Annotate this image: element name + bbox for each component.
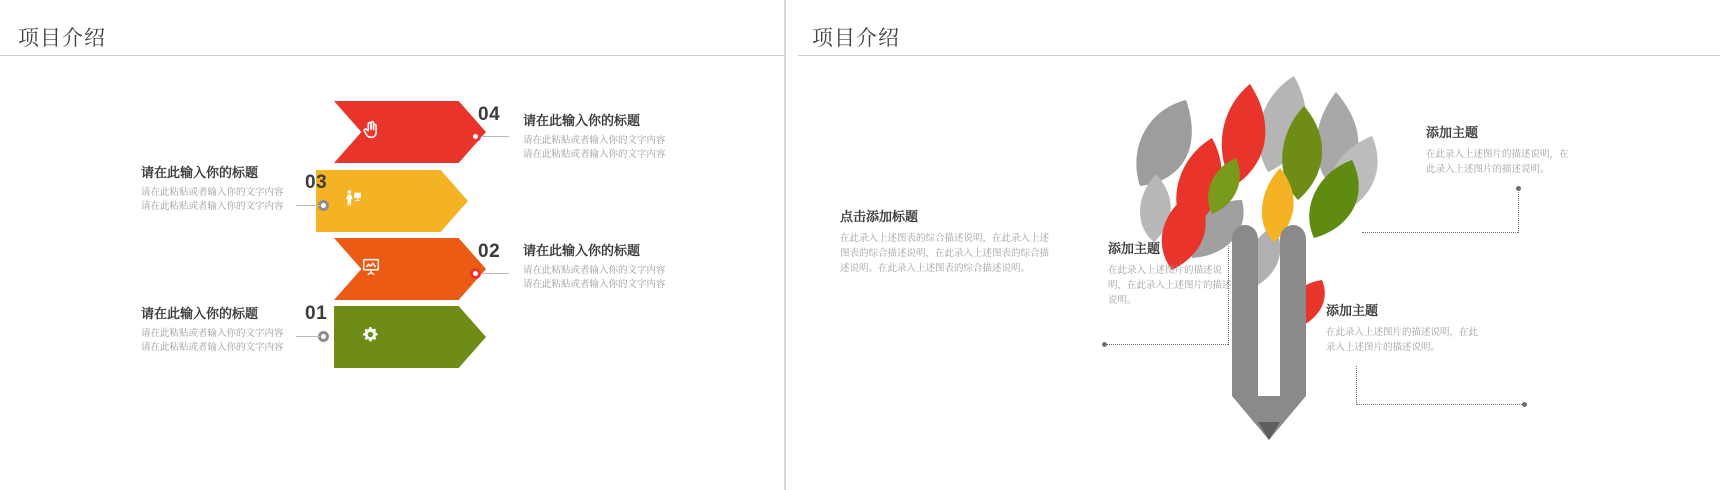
callout-3-leader-line: [1356, 404, 1524, 405]
callout-heading: 添加主题: [1326, 303, 1379, 318]
text-line-2: 请在此粘贴或者输入你的文字内容: [141, 341, 284, 353]
callout-2: [1108, 238, 1240, 309]
callout-1: [1426, 122, 1576, 177]
chevron-shape: [334, 238, 486, 300]
pencil-tree-illustration: [1036, 40, 1456, 460]
slide-left: [0, 0, 784, 490]
callout-3-leader-dot: [1522, 402, 1527, 407]
text-block-01: [141, 303, 284, 355]
callout-body: 在此录入上述图片的描述说明，在此录入上述图片的描述说明。: [1426, 149, 1569, 176]
callout-body: 在此录入上述图片的描述说明，在此录入上述图片的描述说明。: [1108, 265, 1232, 307]
step-number-02: 02: [478, 241, 501, 262]
step-dot-04: [470, 131, 481, 142]
board-presentation-icon: [360, 256, 382, 282]
main-heading: 点击添加标题: [840, 209, 919, 224]
text-line-1: 请在此粘贴或者输入你的文字内容: [141, 328, 284, 339]
main-text-block: [840, 206, 1050, 277]
text-block-02: [523, 240, 666, 292]
callout-body: 在此录入上述图片的描述说明，在此录入上述图片的描述说明。: [1326, 327, 1479, 354]
step-number-01: 01: [305, 303, 328, 324]
connector-04: [481, 136, 509, 137]
text-line-2: 请在此粘贴或者输入你的文字内容: [141, 200, 284, 212]
text-line-1: 请在此粘贴或者输入你的文字内容: [523, 135, 666, 146]
text-line-1: 请在此粘贴或者输入你的文字内容: [523, 265, 666, 276]
text-heading: 请在此输入你的标题: [523, 113, 641, 128]
connector-03: [296, 205, 320, 206]
callout-2-leader-dot: [1102, 342, 1107, 347]
page-title: 项目介绍: [812, 27, 900, 50]
callout-2-leader-line: [1106, 344, 1228, 345]
chevron-shape: [334, 306, 486, 368]
step-number-03: 03: [305, 172, 328, 193]
hand-click-icon: [360, 119, 382, 145]
connector-01: [296, 336, 320, 337]
callout-3: [1326, 300, 1478, 355]
text-line-2: 请在此粘贴或者输入你的文字内容: [523, 278, 666, 290]
text-block-04: [523, 110, 666, 162]
connector-02: [481, 273, 509, 274]
callout-heading: 添加主题: [1108, 241, 1161, 256]
chevron-02[interactable]: [334, 238, 486, 300]
step-dot-02: [470, 268, 481, 279]
callout-1-leader-dot: [1516, 186, 1521, 191]
text-heading: 请在此输入你的标题: [141, 306, 259, 321]
callout-1-leader-line: [1362, 232, 1518, 233]
text-heading: 请在此输入你的标题: [523, 243, 641, 258]
chevron-03[interactable]: [316, 170, 468, 232]
text-line-1: 请在此粘贴或者输入你的文字内容: [141, 187, 284, 198]
chevron-shape: [316, 170, 468, 232]
callout-3-leader-riser: [1356, 366, 1357, 405]
chevron-shape: [334, 101, 486, 163]
presenter-icon: [342, 188, 364, 214]
callout-1-leader-riser: [1518, 188, 1519, 233]
gears-icon: [360, 324, 382, 350]
callout-2-leader-riser: [1228, 246, 1229, 345]
slide-right: [786, 0, 1720, 490]
text-line-2: 请在此粘贴或者输入你的文字内容: [523, 148, 666, 160]
chevron-01[interactable]: [334, 306, 486, 368]
chevron-04[interactable]: [334, 101, 486, 163]
main-body: 在此录入上述图表的综合描述说明，在此录入上述图表的综合描述说明，在此录入上述图表的综合描述说明。在此录入上述图表的综合描述说明。: [840, 233, 1050, 275]
text-heading: 请在此输入你的标题: [141, 165, 259, 180]
step-number-04: 04: [478, 104, 501, 125]
callout-heading: 添加主题: [1426, 125, 1479, 140]
text-block-03: [141, 162, 284, 214]
page-title: 项目介绍: [18, 27, 106, 50]
title-divider: [0, 55, 784, 56]
